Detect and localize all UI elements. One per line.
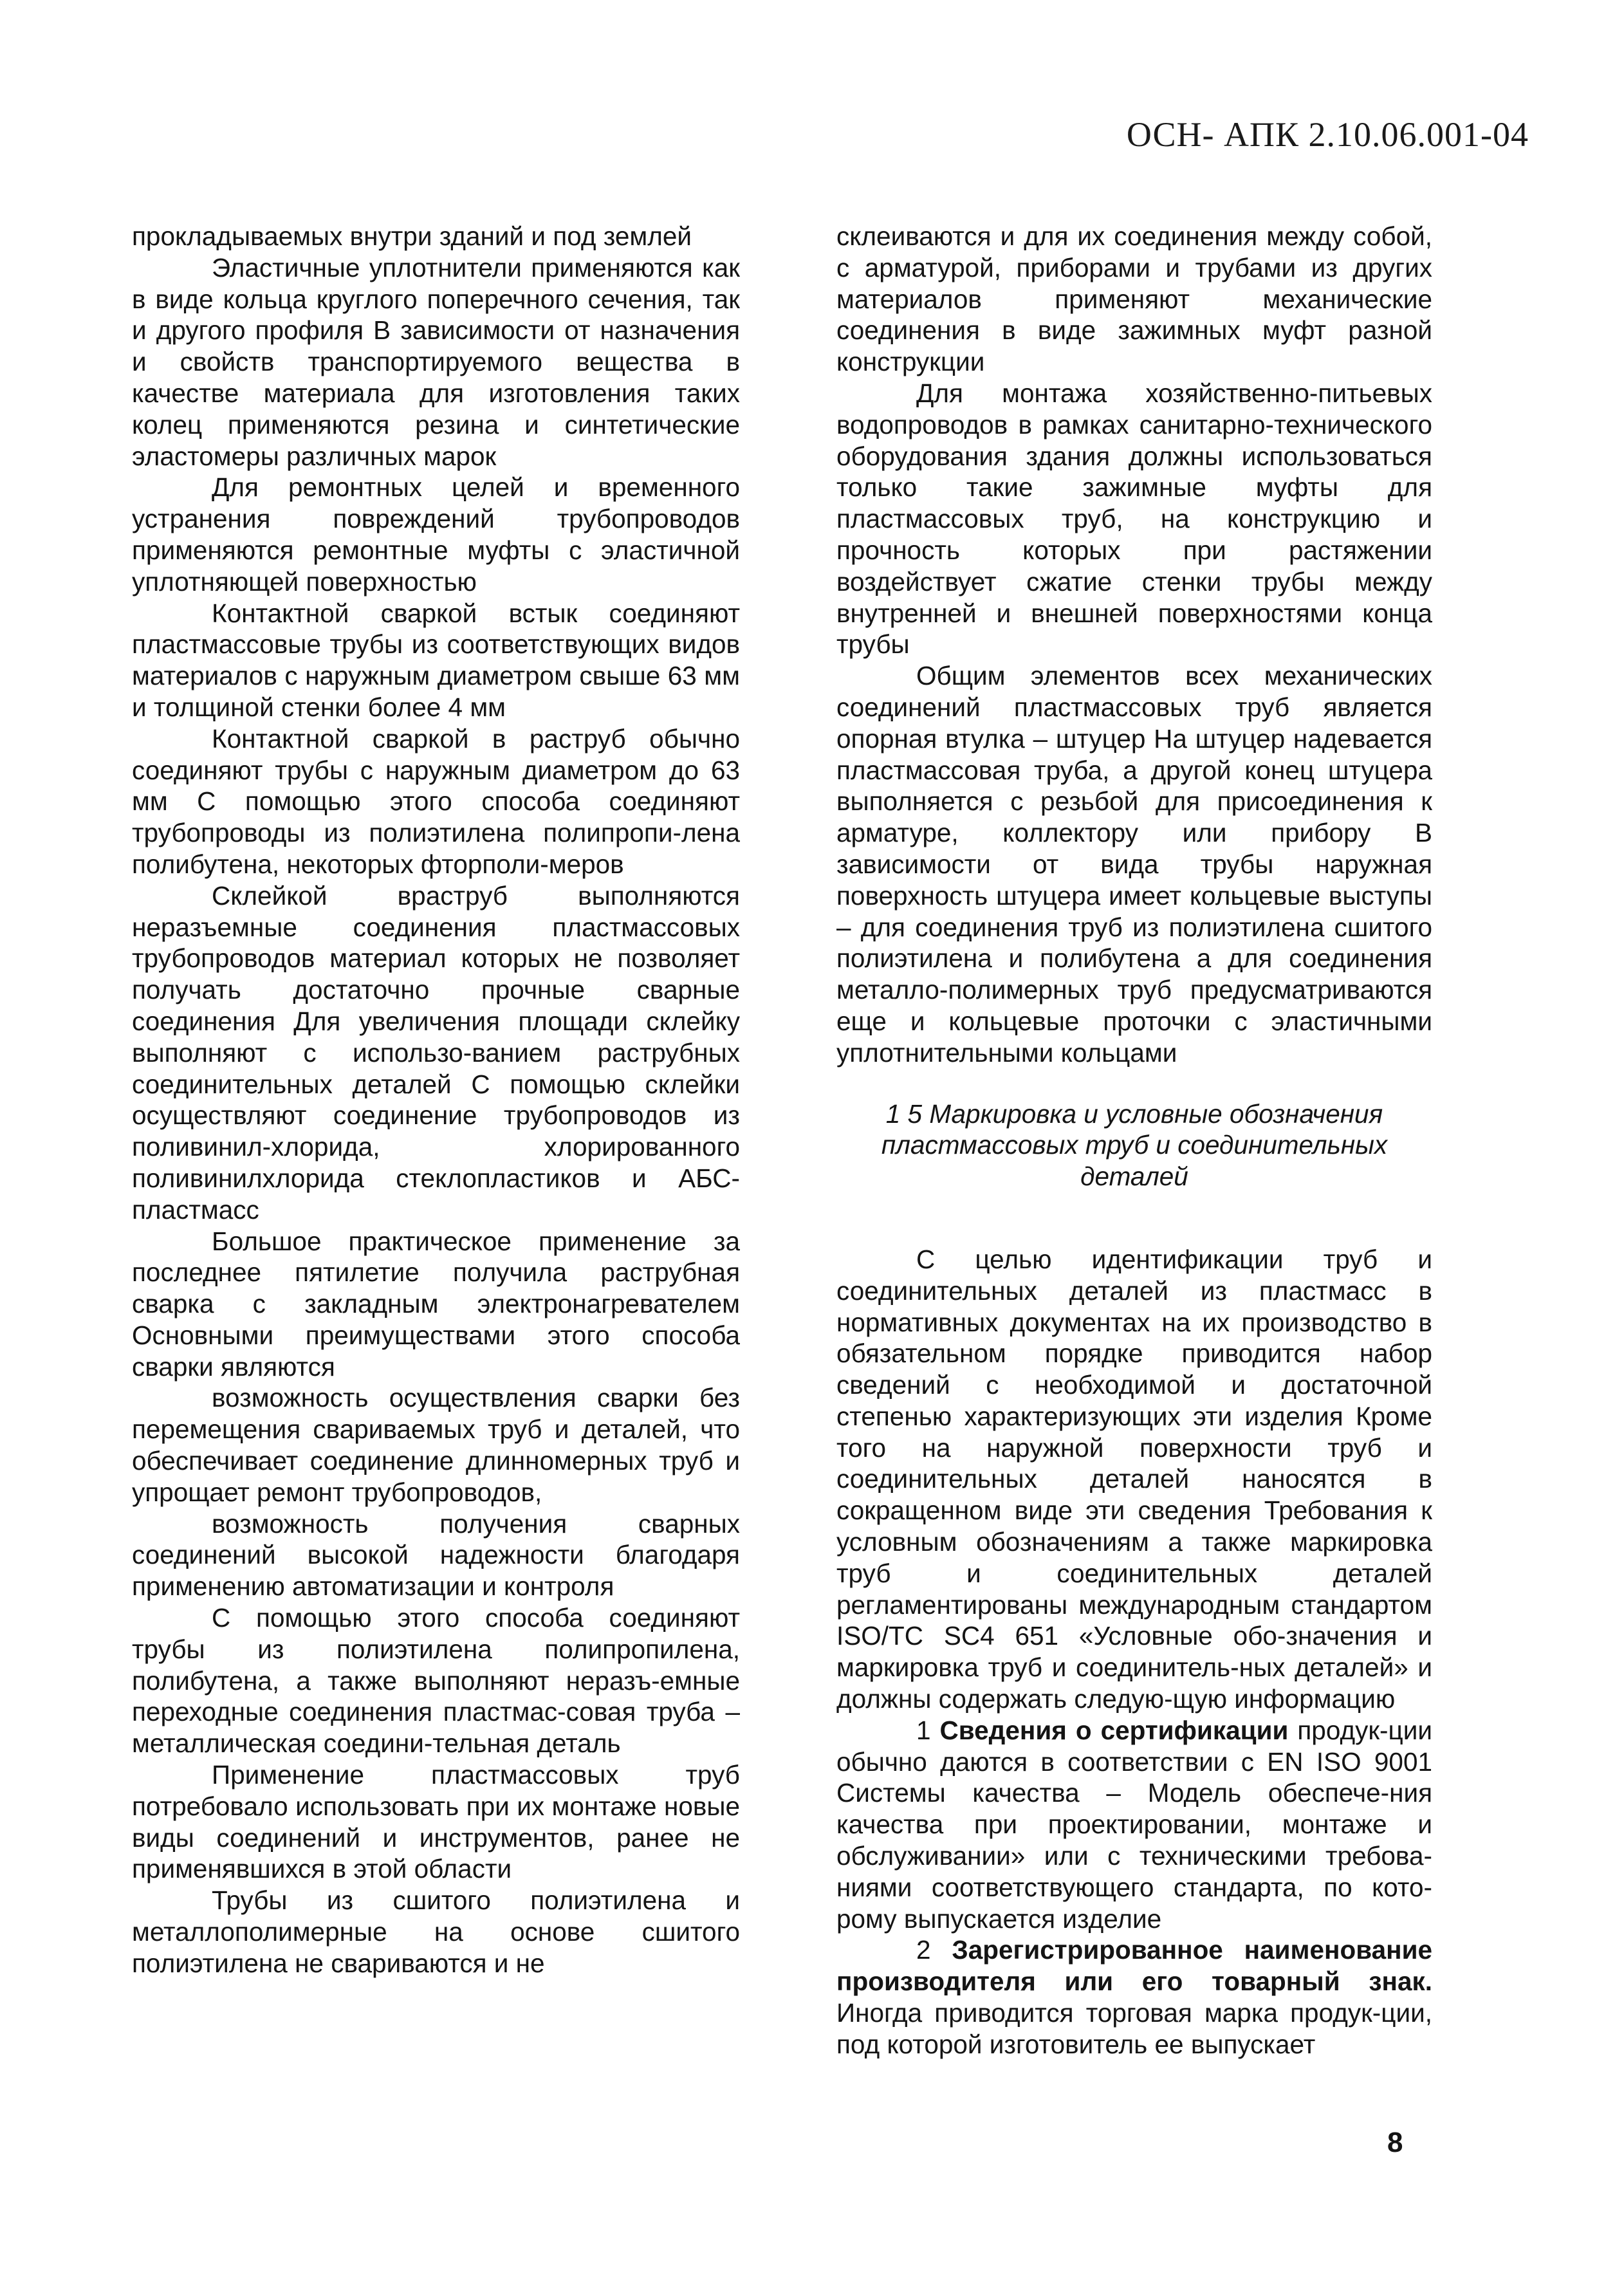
body-paragraph: Склейкой враструб выполняются неразъемные соединения пластмассовых трубопроводов материал которых не позволяет получать достаточно прочные сварные соединения Для увеличения площади склейку выполняют с использо-ванием раструбных соединительных деталей С помощью склейки осуществляют соединение трубопроводов из поливинил-хлорида, хлорированного поливинилхлорида стеклопластиков и АБС-пластмасс — [132, 880, 740, 1225]
list-item-bold-lead: Сведения о сертификации — [939, 1715, 1289, 1745]
body-paragraph: Для монтажа хозяйственно-питьевых водопроводов в рамках санитарно-технического оборудования здания должны использоваться только такие зажимные муфты для пластмассовых труб, на конструкцию и прочность которых при растяжении воздействует сжатие стенки трубы между внутренней и внешней поверхностями конца трубы — [836, 378, 1432, 660]
body-paragraph: С целью идентификации труб и соединительных деталей из пластмасс в нормативных документах на их производство в обязательном порядке приводится набор сведений с необходимой и достаточной степенью характеризующих эти изделия Кроме того на наружной поверхности труб и соединительных деталей наносятся в сокращенном виде эти сведения Требования к условным обозначениям а также маркировка труб и соединительных деталей регламентированы международным стандартом ISO/TC SC4 651 «Условные обо-значения и маркировка труб и соединитель-ных деталей» и должны содержать следую-щую информацию — [836, 1244, 1432, 1714]
list-item-number: 2 — [916, 1935, 931, 1965]
section-heading: 1 5 Маркировка и условные обозначения пластмассовых труб и соединительных деталей — [881, 1098, 1388, 1192]
body-paragraph: Контактной сваркой встык соединяют пластмассовые трубы из соответствующих видов материалов с наружным диаметром свыше 63 мм и толщиной стенки более 4 мм — [132, 598, 740, 722]
document-code-header: ОСН- АПК 2.10.06.001-04 — [1126, 115, 1529, 154]
body-paragraph: С помощью этого способа соединяют трубы из полиэтилена полипропилена, полибутена, а также выполняют неразъ-емные переходные соединения пластмас-совая труба – металлическая соедини-тельная деталь — [132, 1603, 740, 1759]
body-paragraph: прокладываемых внутри зданий и под землей — [132, 221, 692, 251]
right-text-column — [836, 221, 1432, 2060]
list-item-text: продук-ции обычно даются в соответствии с EN ISO 9001 Системы качества – Модель обеспече-ния качества при проектировании, монтаже и обслуживании» или с техническими требова-ниями соответствующего стандарта, по кото-рому выпускается изделие — [836, 1715, 1432, 1934]
body-paragraph: Общим элементов всех механических соединений пластмассовых труб является опорная втулка – штуцер На штуцер надевается пластмассовая труба, а другой конец штуцера выполняется с резьбой для присоединения к арматуре, коллектору или прибору В зависимости от вида трубы наружная поверхность штуцера имеет кольцевые выступы – для соединения труб из полиэтилена сшитого полиэтилена и полибутена а для соединения металло-полимерных труб предусматриваются еще и кольцевые проточки с эластичными уплотнительными кольцами — [836, 661, 1432, 1068]
left-text-column — [132, 221, 740, 1979]
list-item-number: 1 — [916, 1715, 931, 1745]
body-paragraph: Для ремонтных целей и временного устранения повреждений трубопроводов применяются ремонтные муфты с эластичной уплотняющей поверхностью — [132, 472, 740, 597]
body-paragraph: склеиваются и для их соединения между собой, с арматурой, приборами и трубами из других материалов применяют механические соединения в виде зажимных муфт разной конструкции — [836, 221, 1432, 377]
body-paragraph: Применение пластмассовых труб потребовало использовать при их монтаже новые виды соединений и инструментов, ранее не применявшихся в этой области — [132, 1760, 740, 1884]
body-paragraph: возможность получения сварных соединений высокой надежности благодаря применению автоматизации и контроля — [132, 1508, 740, 1602]
page-number: 8 — [1387, 2127, 1403, 2158]
body-paragraph: Эластичные уплотнители применяются как в виде кольца круглого поперечного сечения, так и другого профиля В зависимости от назначения и свойств транспортируемого вещества в качестве материала для изготовления таких колец применяются резина и синтетические эластомеры различных марок — [132, 252, 740, 471]
list-item-bold-lead: Зарегистрированное наименование производителя или его товарный знак. — [836, 1935, 1432, 1997]
body-paragraph: Контактной сваркой в раструб обычно соединяют трубы с наружным диаметром до 63 мм С помощью этого способа соединяют трубопроводы из полиэтилена полипропи-лена полибутена, некоторых фторполи-меров — [132, 723, 740, 879]
list-item-text: Иногда приводится торговая марка продук-ции, под которой изготовитель ее выпускает — [836, 1998, 1432, 2059]
body-paragraph: Трубы из сшитого полиэтилена и металлополимерные на основе сшитого полиэтилена не свариваются и не — [132, 1885, 740, 1978]
body-paragraph: возможность осуществления сварки без перемещения свариваемых труб и деталей, что обеспечивает соединение длинномерных труб и упрощает ремонт трубопроводов, — [132, 1383, 740, 1507]
list-item — [836, 1715, 1432, 1935]
list-item — [836, 1934, 1432, 2060]
body-paragraph: Большое практическое применение за последнее пятилетие получила раструбная сварка с закладным электронагревателем Основными преимуществами этого способа сварки являются — [132, 1226, 740, 1382]
